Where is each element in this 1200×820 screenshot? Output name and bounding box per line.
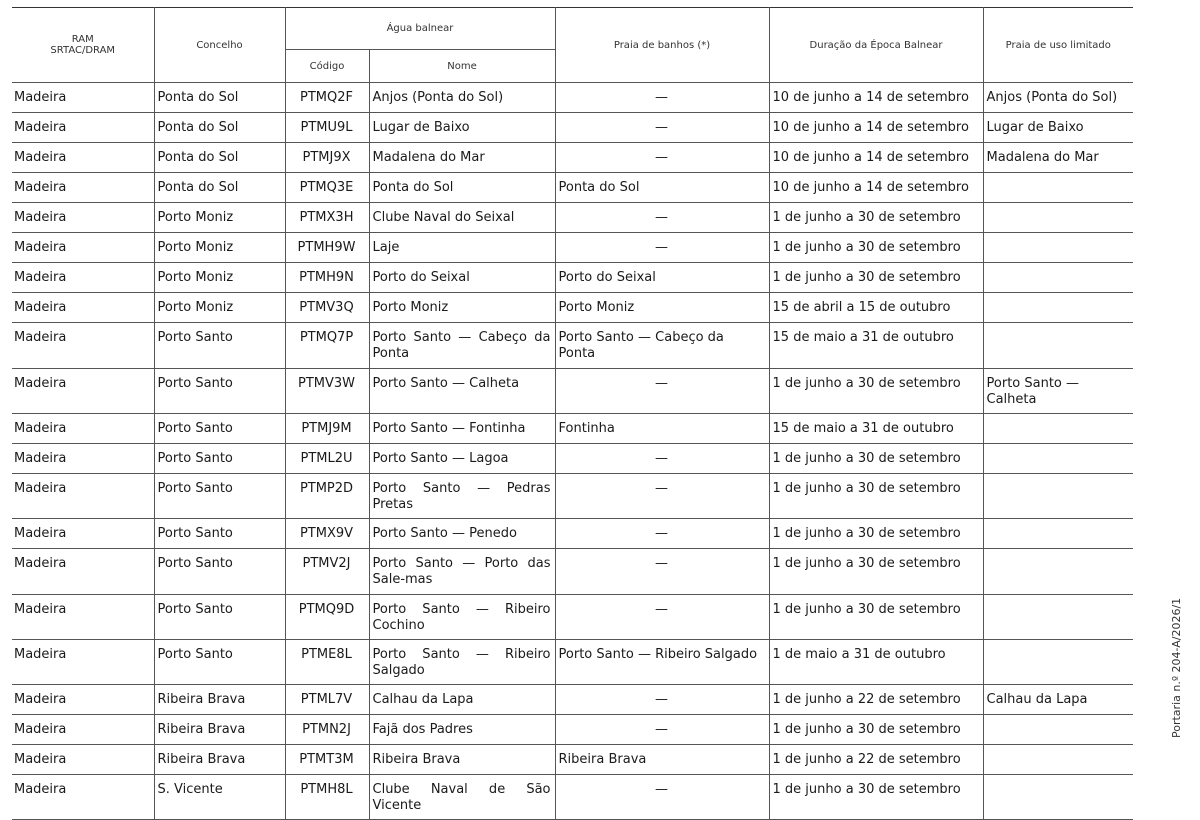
cell-codigo: PTMQ3E	[285, 173, 369, 203]
table-row	[12, 143, 1133, 173]
cell-nome: Porto Santo — Ribeiro Salgado	[369, 640, 555, 685]
cell-concelho: Porto Santo	[154, 640, 285, 685]
cell-concelho: Ponta do Sol	[154, 113, 285, 143]
cell-nome: Lugar de Baixo	[369, 113, 555, 143]
table-row	[12, 549, 1133, 595]
cell-ram: Madeira	[12, 685, 154, 715]
cell-concelho: Ponta do Sol	[154, 173, 285, 203]
cell-praia-limitado	[983, 293, 1133, 323]
cell-concelho: Porto Moniz	[154, 263, 285, 293]
cell-praia-limitado	[983, 444, 1133, 474]
cell-codigo: PTMJ9X	[285, 143, 369, 173]
cell-codigo: PTML2U	[285, 444, 369, 474]
cell-nome: Porto Santo — Penedo	[369, 519, 555, 549]
cell-ram: Madeira	[12, 549, 154, 595]
cell-nome: Porto Santo — Calheta	[369, 369, 555, 414]
cell-duracao: 1 de junho a 30 de setembro	[769, 595, 983, 640]
table-row	[12, 414, 1133, 444]
cell-concelho: Ponta do Sol	[154, 143, 285, 173]
cell-concelho: Ribeira Brava	[154, 745, 285, 775]
cell-nome: Clube Naval de São Vicente	[369, 775, 555, 820]
cell-concelho: Porto Moniz	[154, 233, 285, 263]
cell-codigo: PTMV3Q	[285, 293, 369, 323]
cell-praia-limitado	[983, 595, 1133, 640]
cell-codigo: PTMX9V	[285, 519, 369, 549]
cell-praia-banhos: —	[555, 519, 769, 549]
cell-codigo: PTMV2J	[285, 549, 369, 595]
cell-codigo: PTMQ7P	[285, 323, 369, 369]
cell-codigo: PTML7V	[285, 685, 369, 715]
cell-praia-limitado: Lugar de Baixo	[983, 113, 1133, 143]
cell-praia-banhos: Porto Santo — Cabeço da Ponta	[555, 323, 769, 369]
cell-duracao: 1 de maio a 31 de outubro	[769, 640, 983, 685]
cell-praia-banhos: —	[555, 685, 769, 715]
cell-codigo: PTMU9L	[285, 113, 369, 143]
cell-codigo: PTMQ9D	[285, 595, 369, 640]
cell-codigo: PTMX3H	[285, 203, 369, 233]
cell-concelho: Porto Santo	[154, 474, 285, 519]
cell-praia-limitado	[983, 263, 1133, 293]
cell-praia-limitado	[983, 745, 1133, 775]
table-row	[12, 173, 1133, 203]
cell-praia-banhos: —	[555, 143, 769, 173]
cell-nome: Porto Santo — Lagoa	[369, 444, 555, 474]
table-row	[12, 203, 1133, 233]
cell-codigo: PTMT3M	[285, 745, 369, 775]
cell-duracao: 1 de junho a 30 de setembro	[769, 263, 983, 293]
cell-codigo: PTMV3W	[285, 369, 369, 414]
cell-praia-limitado	[983, 640, 1133, 685]
cell-ram: Madeira	[12, 775, 154, 820]
table-row	[12, 775, 1133, 820]
cell-ram: Madeira	[12, 293, 154, 323]
cell-duracao: 1 de junho a 22 de setembro	[769, 685, 983, 715]
cell-concelho: Ponta do Sol	[154, 83, 285, 113]
cell-codigo: PTMP2D	[285, 474, 369, 519]
cell-nome: Laje	[369, 233, 555, 263]
cell-concelho: Porto Santo	[154, 549, 285, 595]
cell-praia-banhos: —	[555, 203, 769, 233]
table-row	[12, 233, 1133, 263]
side-reference-note: Portaria n.º 204-A/2026/1	[1170, 597, 1183, 738]
cell-praia-limitado	[983, 549, 1133, 595]
cell-ram: Madeira	[12, 745, 154, 775]
cell-duracao: 10 de junho a 14 de setembro	[769, 83, 983, 113]
cell-ram: Madeira	[12, 640, 154, 685]
cell-nome: Porto Moniz	[369, 293, 555, 323]
cell-duracao: 1 de junho a 30 de setembro	[769, 715, 983, 745]
cell-praia-limitado	[983, 775, 1133, 820]
cell-nome: Clube Naval do Seixal	[369, 203, 555, 233]
cell-praia-limitado: Anjos (Ponta do Sol)	[983, 83, 1133, 113]
cell-praia-banhos: —	[555, 595, 769, 640]
cell-duracao: 1 de junho a 30 de setembro	[769, 233, 983, 263]
cell-duracao: 1 de junho a 22 de setembro	[769, 745, 983, 775]
table-row	[12, 745, 1133, 775]
bathing-waters-table-container	[12, 7, 1133, 820]
cell-praia-banhos: —	[555, 444, 769, 474]
cell-nome: Porto Santo — Pedras Pretas	[369, 474, 555, 519]
cell-ram: Madeira	[12, 474, 154, 519]
header-praia-limitado: Praia de uso limitado	[983, 8, 1133, 83]
cell-concelho: Porto Santo	[154, 414, 285, 444]
table-row	[12, 715, 1133, 745]
cell-praia-limitado: Calhau da Lapa	[983, 685, 1133, 715]
cell-duracao: 1 de junho a 30 de setembro	[769, 775, 983, 820]
cell-duracao: 1 de junho a 30 de setembro	[769, 474, 983, 519]
cell-codigo: PTMQ2F	[285, 83, 369, 113]
table-row	[12, 263, 1133, 293]
cell-praia-limitado: Madalena do Mar	[983, 143, 1133, 173]
table-row	[12, 474, 1133, 519]
cell-praia-banhos: —	[555, 233, 769, 263]
cell-duracao: 1 de junho a 30 de setembro	[769, 369, 983, 414]
cell-praia-banhos: —	[555, 775, 769, 820]
cell-ram: Madeira	[12, 173, 154, 203]
cell-praia-banhos: —	[555, 83, 769, 113]
table-row	[12, 444, 1133, 474]
cell-ram: Madeira	[12, 323, 154, 369]
cell-praia-limitado	[983, 414, 1133, 444]
cell-ram: Madeira	[12, 414, 154, 444]
cell-praia-limitado	[983, 173, 1133, 203]
cell-praia-banhos: —	[555, 715, 769, 745]
cell-nome: Madalena do Mar	[369, 143, 555, 173]
cell-duracao: 10 de junho a 14 de setembro	[769, 113, 983, 143]
cell-praia-limitado	[983, 519, 1133, 549]
cell-praia-limitado: Porto Santo — Calheta	[983, 369, 1133, 414]
cell-praia-banhos: —	[555, 474, 769, 519]
cell-concelho: Porto Moniz	[154, 203, 285, 233]
cell-codigo: PTMH9W	[285, 233, 369, 263]
cell-praia-banhos: Porto Santo — Ribeiro Salgado	[555, 640, 769, 685]
cell-ram: Madeira	[12, 143, 154, 173]
cell-duracao: 10 de junho a 14 de setembro	[769, 173, 983, 203]
cell-praia-banhos: —	[555, 369, 769, 414]
cell-duracao: 1 de junho a 30 de setembro	[769, 203, 983, 233]
cell-nome: Ribeira Brava	[369, 745, 555, 775]
cell-codigo: PTME8L	[285, 640, 369, 685]
cell-praia-limitado	[983, 323, 1133, 369]
header-concelho: Concelho	[154, 8, 285, 83]
cell-ram: Madeira	[12, 519, 154, 549]
table-row	[12, 293, 1133, 323]
table-body	[12, 83, 1133, 820]
cell-praia-banhos: —	[555, 549, 769, 595]
cell-nome: Porto do Seixal	[369, 263, 555, 293]
header-ram: RAM SRTAC/DRAM	[12, 8, 154, 83]
cell-ram: Madeira	[12, 263, 154, 293]
cell-praia-limitado	[983, 474, 1133, 519]
cell-codigo: PTMN2J	[285, 715, 369, 745]
cell-codigo: PTMH8L	[285, 775, 369, 820]
cell-praia-banhos: Ribeira Brava	[555, 745, 769, 775]
cell-duracao: 1 de junho a 30 de setembro	[769, 549, 983, 595]
cell-codigo: PTMH9N	[285, 263, 369, 293]
cell-praia-banhos: Porto do Seixal	[555, 263, 769, 293]
cell-concelho: Ribeira Brava	[154, 685, 285, 715]
table-row	[12, 369, 1133, 414]
cell-nome: Porto Santo — Cabeço da Ponta	[369, 323, 555, 369]
cell-concelho: Porto Moniz	[154, 293, 285, 323]
cell-duracao: 15 de maio a 31 de outubro	[769, 414, 983, 444]
cell-ram: Madeira	[12, 203, 154, 233]
cell-ram: Madeira	[12, 83, 154, 113]
cell-concelho: S. Vicente	[154, 775, 285, 820]
cell-nome: Fajã dos Padres	[369, 715, 555, 745]
table-header	[12, 8, 1133, 83]
cell-duracao: 1 de junho a 30 de setembro	[769, 519, 983, 549]
cell-duracao: 15 de maio a 31 de outubro	[769, 323, 983, 369]
table-row	[12, 83, 1133, 113]
cell-nome: Porto Santo — Porto das Sale-mas	[369, 549, 555, 595]
table-row	[12, 113, 1133, 143]
header-agua-balnear: Água balnear	[285, 8, 555, 50]
cell-praia-banhos: Ponta do Sol	[555, 173, 769, 203]
cell-praia-banhos: —	[555, 113, 769, 143]
cell-ram: Madeira	[12, 113, 154, 143]
cell-codigo: PTMJ9M	[285, 414, 369, 444]
cell-praia-limitado	[983, 203, 1133, 233]
cell-concelho: Porto Santo	[154, 323, 285, 369]
cell-concelho: Porto Santo	[154, 369, 285, 414]
cell-duracao: 15 de abril a 15 de outubro	[769, 293, 983, 323]
table-row	[12, 323, 1133, 369]
cell-ram: Madeira	[12, 233, 154, 263]
cell-duracao: 1 de junho a 30 de setembro	[769, 444, 983, 474]
cell-nome: Ponta do Sol	[369, 173, 555, 203]
cell-praia-limitado	[983, 233, 1133, 263]
cell-concelho: Porto Santo	[154, 519, 285, 549]
header-codigo: Código	[285, 50, 369, 83]
cell-duracao: 10 de junho a 14 de setembro	[769, 143, 983, 173]
cell-ram: Madeira	[12, 369, 154, 414]
header-nome: Nome	[369, 50, 555, 83]
table-row	[12, 595, 1133, 640]
header-duracao: Duração da Época Balnear	[769, 8, 983, 83]
cell-praia-banhos: Fontinha	[555, 414, 769, 444]
table-row	[12, 685, 1133, 715]
cell-praia-banhos: Porto Moniz	[555, 293, 769, 323]
bathing-waters-table	[12, 7, 1133, 820]
cell-nome: Anjos (Ponta do Sol)	[369, 83, 555, 113]
table-row	[12, 519, 1133, 549]
cell-concelho: Porto Santo	[154, 444, 285, 474]
cell-concelho: Ribeira Brava	[154, 715, 285, 745]
cell-ram: Madeira	[12, 444, 154, 474]
table-row	[12, 640, 1133, 685]
cell-nome: Porto Santo — Fontinha	[369, 414, 555, 444]
cell-praia-limitado	[983, 715, 1133, 745]
header-praia-banhos: Praia de banhos (*)	[555, 8, 769, 83]
cell-nome: Calhau da Lapa	[369, 685, 555, 715]
cell-concelho: Porto Santo	[154, 595, 285, 640]
cell-ram: Madeira	[12, 595, 154, 640]
cell-nome: Porto Santo — Ribeiro Cochino	[369, 595, 555, 640]
cell-ram: Madeira	[12, 715, 154, 745]
